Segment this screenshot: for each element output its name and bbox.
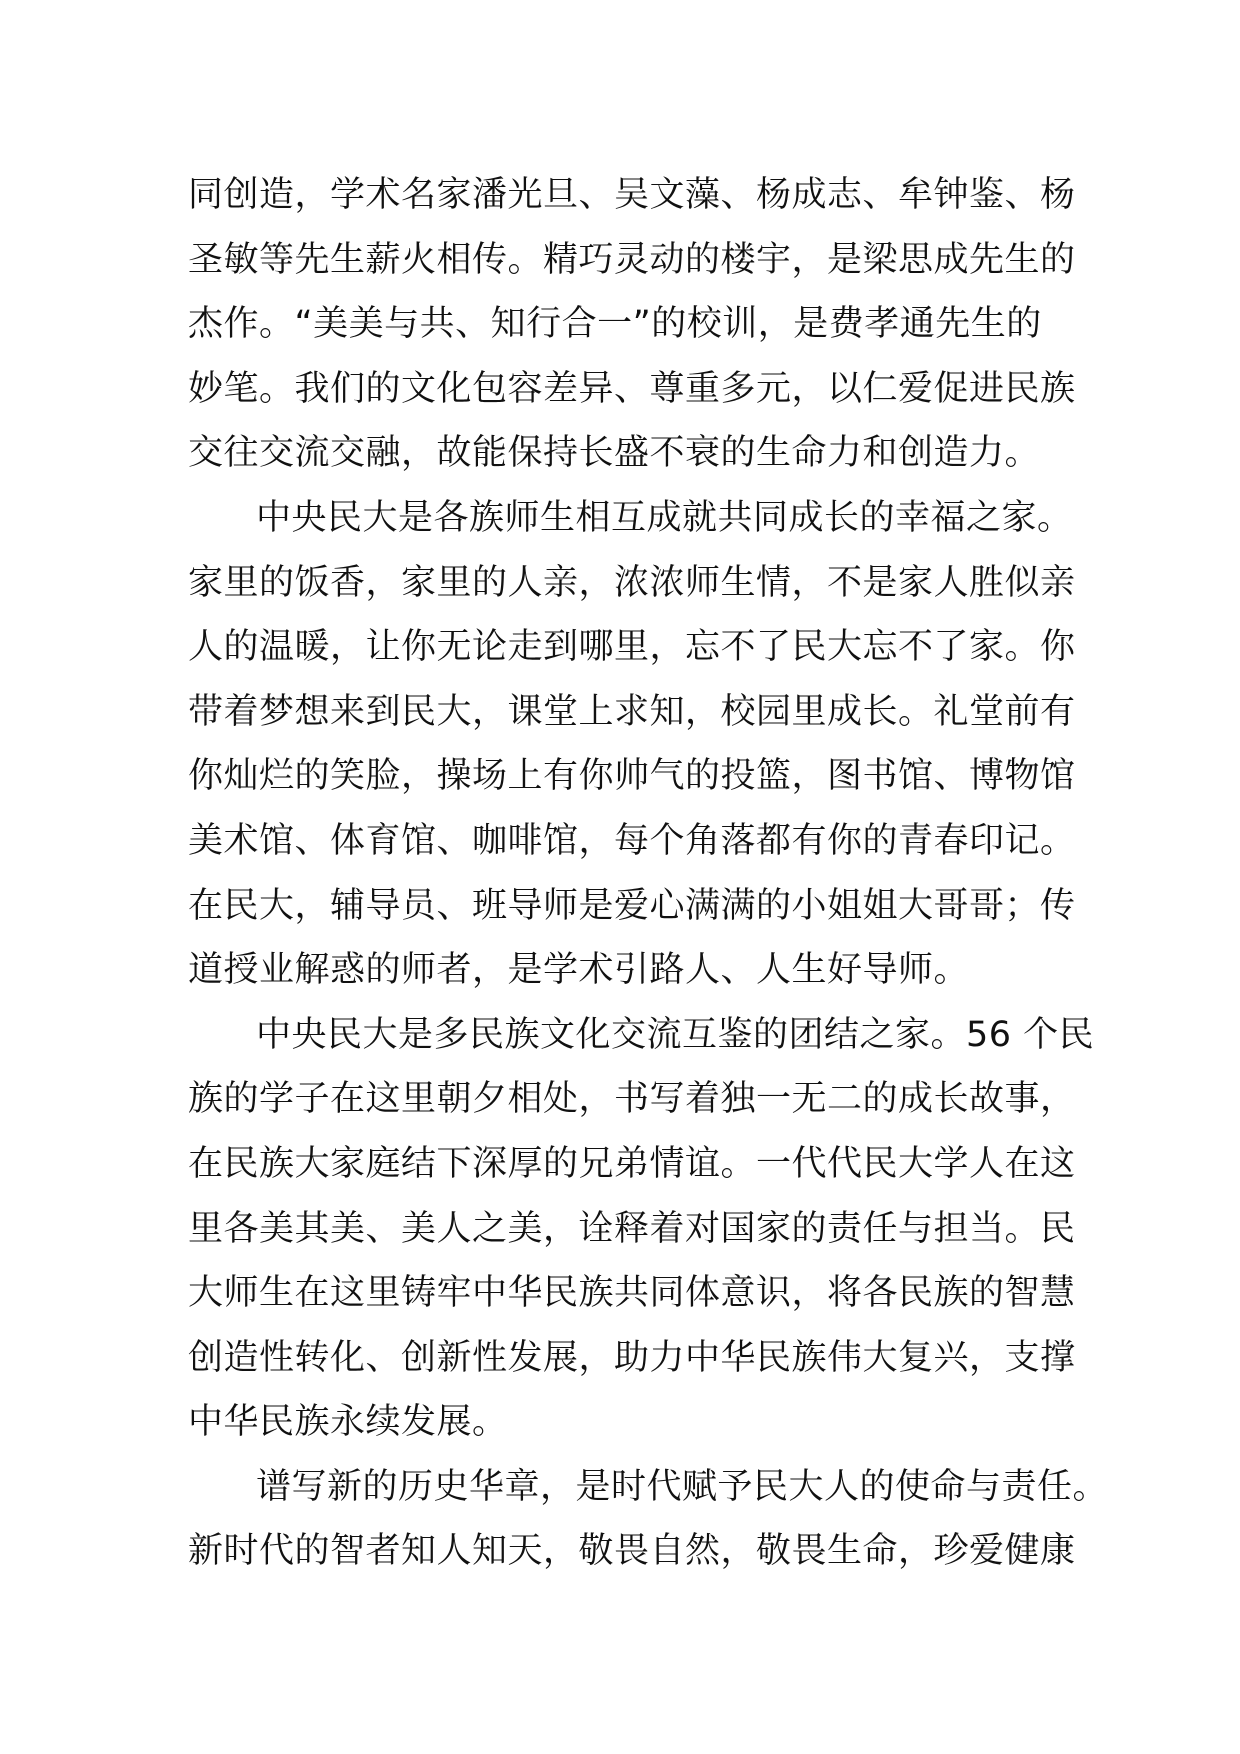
text-line: 道授业解惑的师者，是学术引路人、人生好导师。	[188, 950, 970, 991]
text-line: 在民大，辅导员、班导师是爱心满满的小姐姐大哥哥；传	[188, 885, 1076, 926]
text-line: 妙笔。我们的文化包容差异、尊重多元，以仁爱促进民族	[188, 368, 1076, 409]
paragraph-first-line: 谱写新的历史华章，是时代赋予民大人的使命与责任。	[256, 1466, 1109, 1507]
text-line: 带着梦想来到民大，课堂上求知，校园里成长。礼堂前有	[188, 691, 1076, 732]
text-line: 在民族大家庭结下深厚的兄弟情谊。一代代民大学人在这	[188, 1143, 1076, 1184]
text-line: 新时代的智者知人知天，敬畏自然，敬畏生命，珍爱健康	[188, 1531, 1076, 1572]
text-line: 中华民族永续发展。	[188, 1402, 508, 1443]
text-line: 美术馆、体育馆、咖啡馆，每个角落都有你的青春印记。	[188, 820, 1076, 861]
text-line: 家里的饭香，家里的人亲，浓浓师生情，不是家人胜似亲	[188, 562, 1076, 603]
text-line: 创造性转化、创新性发展，助力中华民族伟大复兴，支撑	[188, 1337, 1076, 1378]
paragraph-first-line: 中央民大是各族师生相互成就共同成长的幸福之家。	[256, 497, 1073, 538]
text-line: 里各美其美、美人之美，诠释着对国家的责任与担当。民	[188, 1208, 1076, 1249]
text-line: 大师生在这里铸牢中华民族共同体意识，将各民族的智慧	[188, 1273, 1076, 1314]
text-line: 交往交流交融，故能保持长盛不衰的生命力和创造力。	[188, 433, 1041, 474]
text-line: 族的学子在这里朝夕相处，书写着独一无二的成长故事，	[188, 1079, 1076, 1120]
text-line: 同创造，学术名家潘光旦、吴文藻、杨成志、牟钟鉴、杨	[188, 175, 1076, 215]
body-text	[188, 163, 1109, 1584]
text-line: 杰作。“美美与共、知行合一”的校训，是费孝通先生的	[188, 304, 1042, 345]
paragraph-first-line: 中央民大是多民族文化交流互鉴的团结之家。56 个民	[256, 1014, 1095, 1055]
text-line: 你灿烂的笑脸，操场上有你帅气的投篮，图书馆、博物馆	[188, 756, 1076, 797]
text-line: 人的温暖，让你无论走到哪里，忘不了民大忘不了家。你	[188, 627, 1076, 668]
text-line: 圣敏等先生薪火相传。精巧灵动的楼宇，是梁思成先生的	[188, 239, 1076, 280]
